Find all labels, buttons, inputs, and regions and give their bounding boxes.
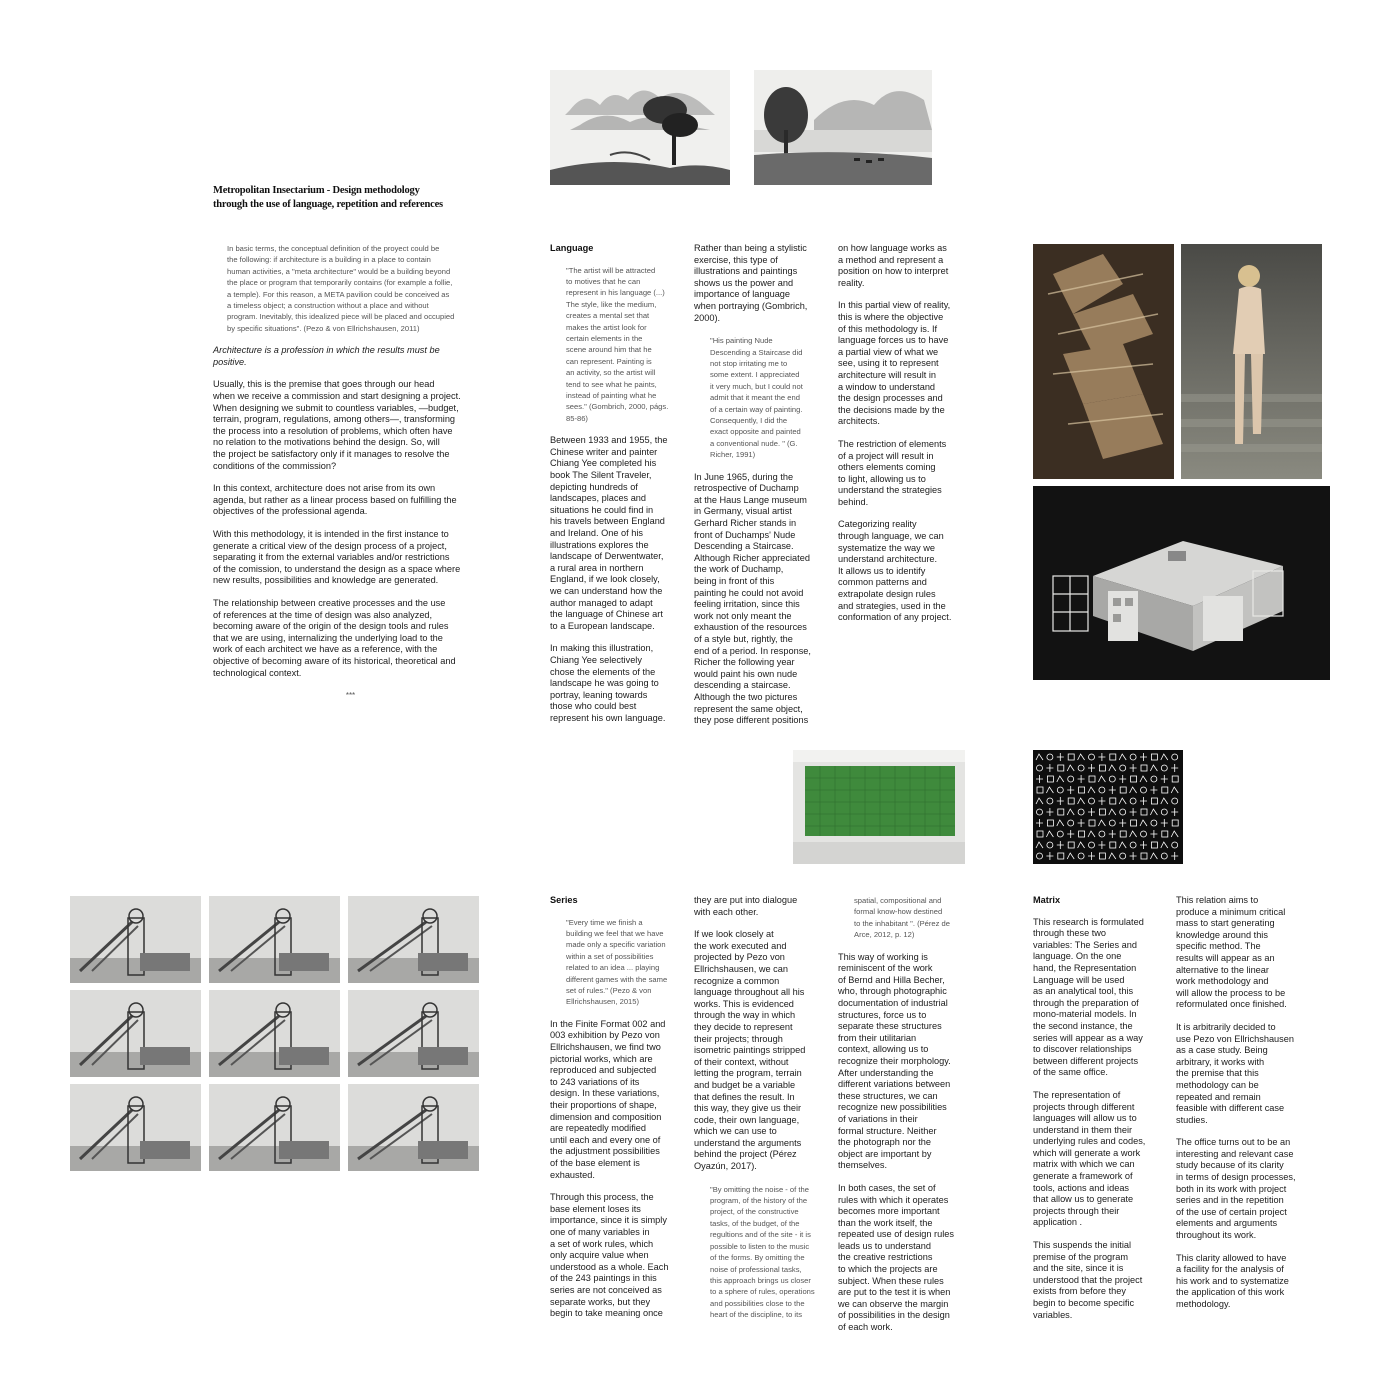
- tower-photo: [209, 990, 340, 1077]
- richter-painting-image: [1181, 244, 1322, 479]
- green-paintings-image: [793, 750, 965, 864]
- matrix-paragraph: This suspends the initial premise of the program and the site, since it is understood that the project exists from before they begin to become specific variables.: [1033, 1240, 1143, 1320]
- series-quote: "By omitting the noise - of the program, of the history of the project, of the constructive tasks, of the budget, of the regultions and of the site - it is possible to listen to the music of the forms. By omitting the noise of professional tasks, this approach brings us closer to a sphere of rules, operations and possibilities close to the heart of the discipline, to its: [710, 1184, 815, 1320]
- intro-quote: In basic terms, the conceptual definition of the proyect could be the following: if architecture is a building in a place to contain human activities, a "meta architecture" would be a building beyond the place or program that temporarily contains (for example a follie, a temple). For this reason, a META pavilion could be conceived as a timeless object; a construction without a place and without program. Inevitably, this idealized piece will be placed and occupied by specific situations". (Pezo & von Ellrichshausen, 2011): [227, 244, 455, 333]
- language-column-3: [838, 243, 973, 635]
- tower-photo: [70, 990, 201, 1077]
- matrix-paragraph: The representation of projects through different languages will allow us to understand in them their underlying rules and codes, which will generate a work matrix with which we can generate a framework of tools, actions and ideas that allow us to generate projects through their application .: [1033, 1089, 1146, 1228]
- tower-photo: [348, 990, 479, 1077]
- series-column-2: [694, 895, 829, 1332]
- tower-photo: [70, 1084, 201, 1171]
- duchamp-painting-image: [1033, 244, 1174, 479]
- language-heading: Language: [550, 243, 594, 253]
- becher-towers-grid: [70, 896, 480, 1171]
- architecture-model-image: [1033, 486, 1330, 680]
- language-column-2: [694, 243, 829, 738]
- intro-paragraph: In this context, architecture does not arise from its own agenda, but rather as a linear process based on fulfilling the objectives of the professional agenda.: [213, 483, 457, 517]
- tower-photo: [209, 896, 340, 983]
- series-paragraph: In the Finite Format 002 and 003 exhibition by Pezo von Ellrichshausen, we find two pictorial works, which are reproduced and subjected to 243 variations of its design. In these variations, their proportions of shape, dimension and composition are repeatedly modified until each and every one of the adjustment possibilities of the base element is exhausted.: [550, 1018, 666, 1180]
- icon-matrix-image: [1033, 750, 1183, 864]
- matrix-paragraph: This research is formulated through these two variables: The Series and language. On the one hand, the Representation Language will be used as an analytical tool, this through the preparation of mono-material models. In the second instance, the series will appear as a way to discover relationships between different projects of the same office.: [1033, 916, 1144, 1078]
- series-heading: Series: [550, 895, 578, 905]
- language-paragraph: In this partial view of reality, this is where the objective of this methodology is. If language forces us to have a partial view of what we see, using it to represent architecture will result in a window to understand the design processes and the decisions made by the architects.: [838, 300, 951, 427]
- series-quote: spatial, compositional and formal know-how destined to the inhabitant ". (Pérez de Arce, 2012, p. 12): [854, 896, 950, 940]
- language-column-1: [550, 243, 685, 736]
- language-paragraph: In June 1965, during the retrospective of Duchamp at the Haus Lange museum in Germany, visual artist Gerhard Richer stands in front of Duchamps' Nude Descending a Staircase. Although Richer appreciated the work of Duchamp, being in front of this painting he could not avoid feeling irritation, since this work not only meant the exhaustion of the resources of a style but, rightly, the end of a period. In response, Richer the following year would paint his own nude descending a staircase. Although the two pictures represent the same object, they pose different positions: [694, 471, 811, 726]
- language-paragraph: Between 1933 and 1955, the Chinese writer and painter Chiang Yee completed his book The Silent Traveler, depicting hundreds of landscapes, places and situations he could find in his travels between England and Ireland. One of his illustrations explores the landscape of Derwentwater, a rural area in northern England, if we look closely, we can understand how the author managed to adapt the language of Chinese art to a European landscape.: [550, 435, 668, 631]
- matrix-column-1: [1033, 895, 1168, 1332]
- section-divider: ***: [345, 691, 356, 701]
- matrix-column-2: [1176, 895, 1311, 1322]
- series-paragraph: In both cases, the set of rules with which it operates becomes more important than the work itself, the repeated use of design rules leads us to understand the creative restrictions to which the projects are subject. When these rules are put to the test it is when we can observe the margin of possibilities in the design of each work.: [838, 1182, 954, 1333]
- matrix-heading: Matrix: [1033, 895, 1061, 905]
- intro-paragraph: With this methodology, it is intended in the first instance to generate a critical view of the design process of a project, separating it from the external variables and/or restrictions of the comission, to understand the design as a space where new results, possibilities and knowledge are generated.: [213, 528, 461, 586]
- intro-italic: Architecture is a profession in which the results must be positive.: [213, 345, 440, 367]
- language-paragraph: on how language works as a method and represent a position on how to interpret reality.: [838, 243, 949, 288]
- matrix-paragraph: It is arbitrarily decided to use Pezo von Ellrichshausen as a case study. Being arbitrary, it works with the premise that this methodology can be repeated and remain feasible with different case studies.: [1176, 1021, 1294, 1125]
- tower-photo: [70, 896, 201, 983]
- page-title: Metropolitan Insectarium - Design methodology through the use of language, repetition and references: [213, 185, 443, 210]
- language-quote: "The artist will be attracted to motives that he can represent in his language (...) The style, like the medium, creates a mental set that makes the artist look for certain elements in the scene around him that he can represent. Painting is an activity, so the artist will tend to see what he paints, instead of painting what he sees." (Gombrich, 2000, págs. 85-86): [566, 265, 669, 423]
- intro-column: [213, 243, 488, 702]
- language-paragraph: In making this illustration, Chiang Yee selectively chose the elements of the landscape he was going to portray, leaning towards those who could best represent his own language.: [550, 643, 666, 723]
- series-paragraph: Through this process, the base element loses its importance, since it is simply one of many variables in a set of work rules, which only acquire value when understood as a whole. Each of the 243 paintings in this series are not conceived as separate works, but they begin to take meaning once: [550, 1192, 669, 1319]
- tower-photo: [209, 1084, 340, 1171]
- language-paragraph: Rather than being a stylistic exercise, this type of illustrations and paintings shows us the power and importance of language when portraying (Gombrich, 2000).: [694, 243, 808, 323]
- language-paragraph: The restriction of elements of a project will result in others elements coming to light, allowing us to understand the strategies behind.: [838, 438, 947, 507]
- intro-paragraph: Usually, this is the premise that goes through our head when we receive a commission and start designing a project. When designing we submit to countless variables, —budget, terrain, program, regulations, among others—, transforming the process into a resolution of problems, which often have no relation to the motivations behind the design. So, will the project be satisfactory only if it manages to resolve the conditions of the commission?: [213, 379, 461, 471]
- matrix-paragraph: This relation aims to produce a minimum critical mass to start generating knowledge around this specific method. The results will appear as an alternative to the linear work methodology and will allow the process to be reformulated once finished.: [1176, 895, 1287, 1010]
- matrix-paragraph: This clarity allowed to have a facility for the analysis of his work and to systematize the application of this work methodology.: [1176, 1252, 1289, 1309]
- language-paragraph: Categorizing reality through language, we can systematize the way we understand architecture. It allows us to identify common patterns and extrapolate design rules and strategies, used in the conformation of any project.: [838, 519, 952, 623]
- series-column-3: [838, 895, 973, 1345]
- tower-photo: [348, 896, 479, 983]
- tower-photo: [348, 1084, 479, 1171]
- language-quote: "His painting Nude Descending a Staircase did not stop irritating me to some extent. I appreciated it very much, but I could not admit that it meant the end of a certain way of painting. Consequently, I did the exact opposite and painted a conventional nude. " (G. Richer, 1991): [710, 336, 803, 460]
- intro-paragraph: The relationship between creative processes and the use of references at the time of design was also analyzed, becoming aware of the origin of the design tools and rules that we are using, internalizing the underlying load to the work of each architect we have as a reference, with the objective of becoming aware of its historical, theoretical and technological context.: [213, 597, 456, 678]
- series-quote: "Every time we finish a building we feel that we have made only a specific variation within a set of possibilities related to an idea ... playing different games with the same set of rules." (Pezo & von Ellrichshausen, 2015): [566, 917, 668, 1007]
- series-column-1: [550, 895, 685, 1331]
- series-paragraph: they are put into dialogue with each other.: [694, 895, 798, 917]
- matrix-paragraph: The office turns out to be an interesting and relevant case study because of its clarity in terms of design processes, both in its work with project series and in the repetition of the use of certain project elements and arguments throughout its work.: [1176, 1137, 1296, 1241]
- derwentwater-image: [754, 70, 932, 185]
- series-paragraph: This way of working is reminiscent of the work of Bernd and Hilla Becher, who, through photographic documentation of industrial structures, force us to separate these structures from their utilitarian context, allowing us to recognize their morphology. After understanding the different variations between these structures, we can recognize new possibilities of variations in their formal structure. Neither the photograph nor the object are important by themselves.: [838, 951, 951, 1171]
- series-paragraph: If we look closely at the work executed and projected by Pezo von Ellrichshausen, we can recognize a common language throughout all his works. This is evidenced through the way in which they decide to represent their projects; through isometric paintings stripped of their context, without letting the program, terrain and budget be a variable that defines the result. In this way, they give us their code, their own language, which we can use to understand the arguments behind the project (Pérez Oyazún, 2017).: [694, 929, 806, 1172]
- chinese-landscape-image: [550, 70, 730, 185]
